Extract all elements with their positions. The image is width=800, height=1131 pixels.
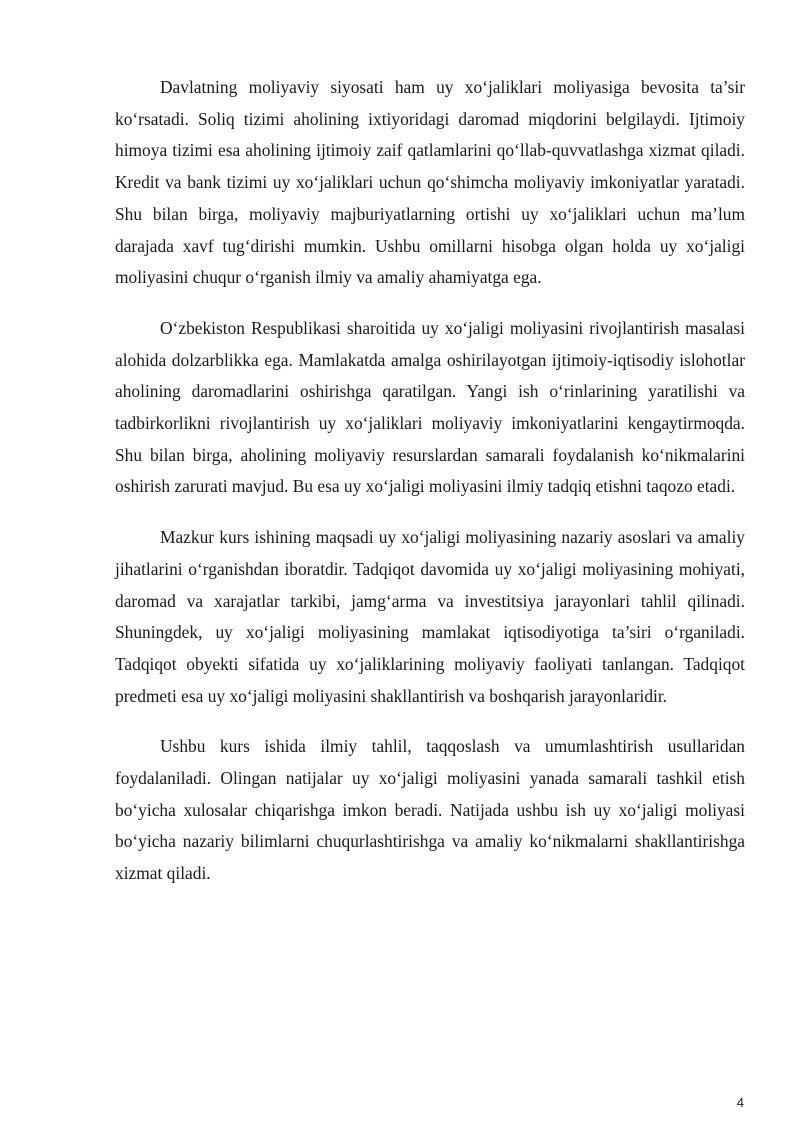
paragraph: Ushbu kurs ishida ilmiy tahlil, taqqoslash va umumlashtirish usullaridan foydalaniladi. Olingan natijalar uy xo‘jaligi moliyasini yanada samarali tashkil etish bo‘yicha xulosalar chiqarishga imkon beradi. Natijada ushbu ish uy xo‘jaligi moliyasi bo‘yicha nazariy bilimlarni chuqurlashtirishga va amaliy ko‘nikmalarni shakllantirishga xizmat qiladi. <box>115 736 745 884</box>
paragraph: Mazkur kurs ishining maqsadi uy xo‘jaligi moliyasining nazariy asoslari va amaliy jihatlarini o‘rganishdan iboratdir. Tadqiqot davomida uy xo‘jaligi moliyasining mohiyati, daromad va xarajatlar tarkibi, jamg‘arma va investitsiya jarayonlari tahlil qilinadi. Shuningdek, uy xo‘jaligi moliyasining mamlakat iqtisodiyotiga ta’siri o‘rganiladi. Tadqiqot obyekti sifatida uy xo‘jaliklarining moliyaviy faoliyati tanlangan. Tadqiqot predmeti esa uy xo‘jaligi moliyasini shakllantirish va boshqarish jarayonlaridir. <box>115 527 745 706</box>
page-body <box>115 72 745 909</box>
page-number: 4 <box>736 1095 744 1110</box>
paragraph: Davlatning moliyaviy siyosati ham uy xo‘jaliklari moliyasiga bevosita ta’sir ko‘rsatadi. Soliq tizimi aholining ixtiyoridagi daromad miqdorini belgilaydi. Ijtimoiy himoya tizimi esa aholining ijtimoiy zaif qatlamlarini qo‘llab-quvvatlashga xizmat qiladi. Kredit va bank tizimi uy xo‘jaliklari uchun qo‘shimcha moliyaviy imkoniyatlar yaratadi. Shu bilan birga, moliyaviy majburiyatlarning ortishi uy xo‘jaliklari uchun ma’lum darajada xavf tug‘dirishi mumkin. Ushbu omillarni hisobga olgan holda uy xo‘jaligi moliyasini chuqur o‘rganish ilmiy va amaliy ahamiyatga ega. <box>115 77 745 288</box>
paragraph: O‘zbekiston Respublikasi sharoitida uy xo‘jaligi moliyasini rivojlantirish masalasi alohida dolzarblikka ega. Mamlakatda amalga oshirilayotgan ijtimoiy-iqtisodiy islohotlar aholining daromadlarini oshirishga qaratilgan. Yangi ish o‘rinlarining yaratilishi va tadbirkorlikni rivojlantirish uy xo‘jaliklari moliyaviy imkoniyatlarini kengaytirmoqda. Shu bilan birga, aholining moliyaviy resurslardan samarali foydalanish ko‘nikmalarini oshirish zarurati mavjud. Bu esa uy xo‘jaligi moliyasini ilmiy tadqiq etishni taqozo etadi. <box>115 317 745 497</box>
